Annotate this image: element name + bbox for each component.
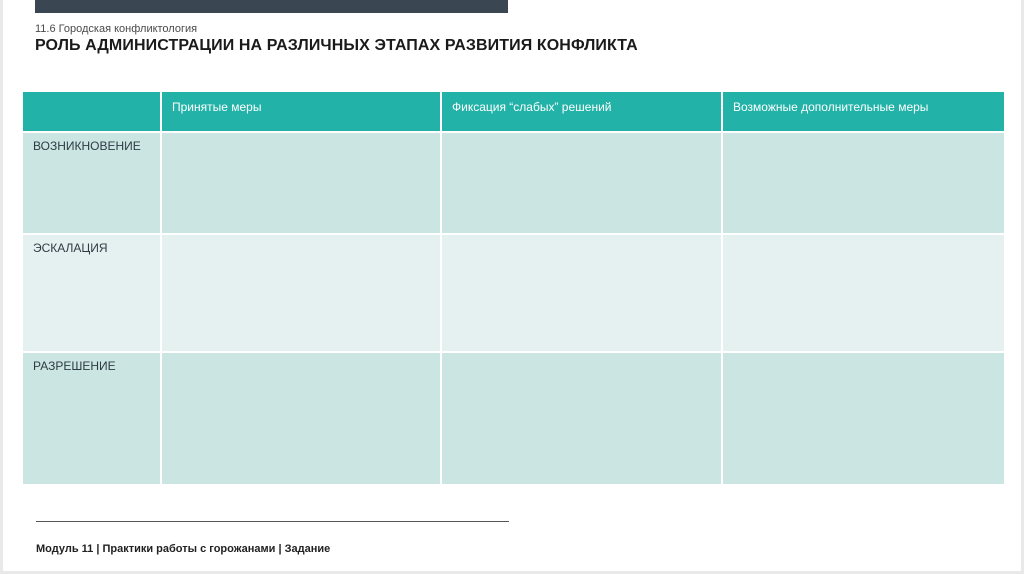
slide [3, 0, 1021, 571]
table-header-corner [23, 92, 160, 131]
table-cell[interactable] [442, 353, 721, 484]
footer-divider [36, 521, 509, 522]
table-cell[interactable] [162, 133, 440, 233]
table-cell[interactable] [442, 133, 721, 233]
table-header-measures-taken: Принятые меры [162, 92, 440, 131]
table-row-label: ВОЗНИКНОВЕНИЕ [23, 133, 160, 233]
table-cell[interactable] [723, 353, 1004, 484]
table-header-additional-measures: Возможные дополнительные меры [723, 92, 1004, 131]
top-accent-bar [35, 0, 508, 13]
course-subtitle: 11.6 Городская конфликтология [35, 23, 198, 35]
table-cell[interactable] [723, 133, 1004, 233]
table-row-label: ЭСКАЛАЦИЯ [23, 235, 160, 351]
table-cell[interactable] [442, 235, 721, 351]
footer-text: Модуль 11 | Практики работы с горожанами | Задание [36, 543, 331, 555]
stages-table [23, 92, 1004, 489]
table-cell[interactable] [162, 353, 440, 484]
table-header-weak-decisions: Фиксация “слабых” решений [442, 92, 721, 131]
table-cell[interactable] [162, 235, 440, 351]
table-row-label: РАЗРЕШЕНИЕ [23, 353, 160, 484]
table-cell[interactable] [723, 235, 1004, 351]
page-title: РОЛЬ АДМИНИСТРАЦИИ НА РАЗЛИЧНЫХ ЭТАПАХ РАЗВИТИЯ КОНФЛИКТА [35, 37, 638, 54]
